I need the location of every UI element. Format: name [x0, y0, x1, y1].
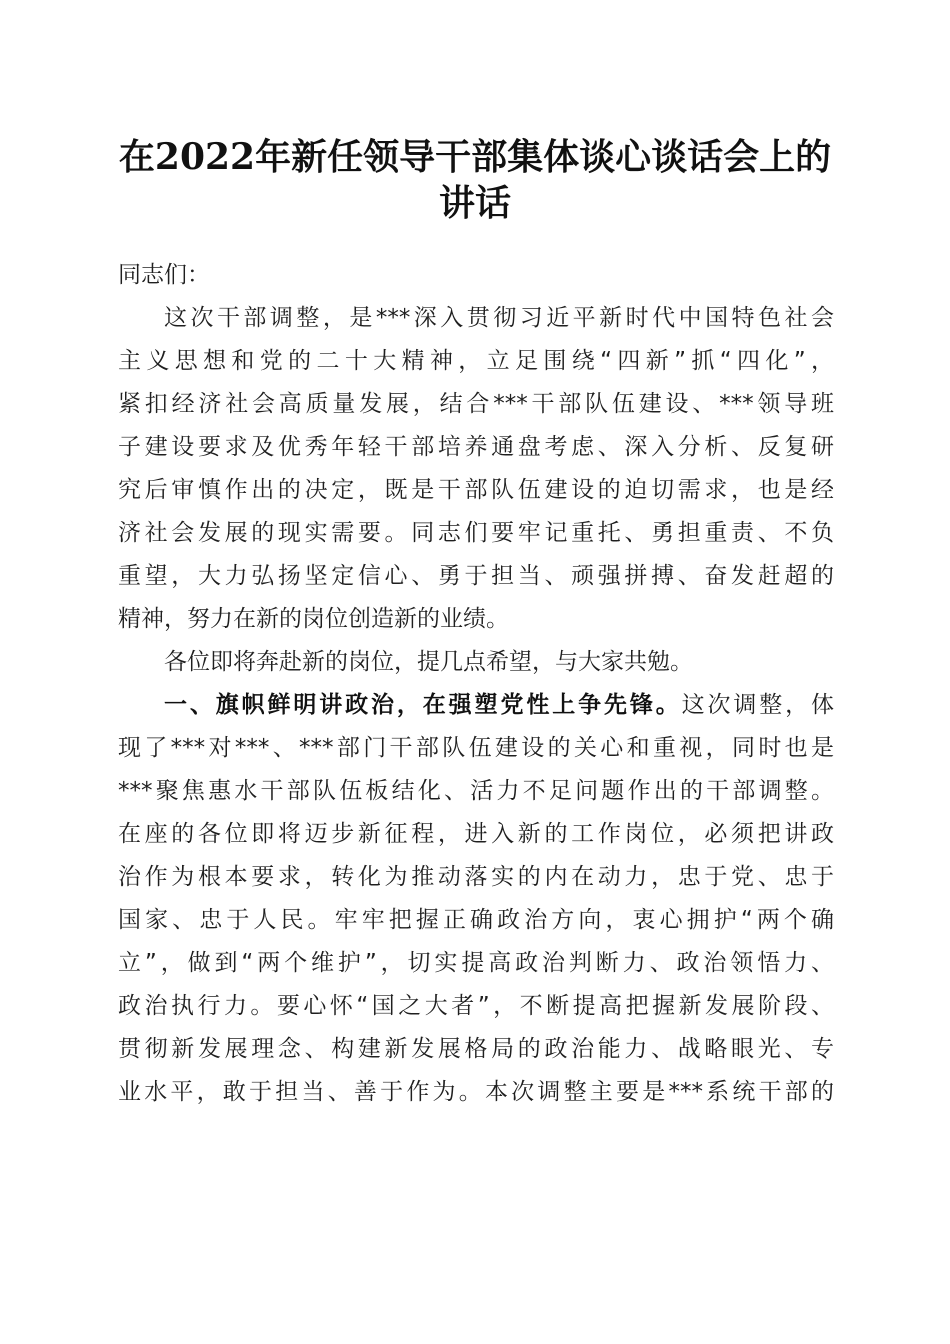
document-title — [100, 134, 850, 226]
section-1-first-line-rest: 这次调整，体 — [681, 692, 835, 718]
salutation: 同志们： — [118, 262, 210, 288]
title-line-1: 在2022年新任领导干部集体谈心谈话会上的 — [118, 136, 832, 178]
paragraph-1-line-8: 精神，努力在新的岗位创造新的业绩。 — [118, 606, 509, 632]
section-1-line-2: 现了***对***、***部门干部队伍建设的关心和重视，同时也是 — [118, 735, 834, 761]
paragraph-1-line-4: 子建设要求及优秀年轻干部培养通盘考虑、深入分析、反复研 — [118, 434, 834, 460]
title-line-2: 讲话 — [438, 182, 511, 224]
paragraph-1-line-1: 这次干部调整，是***深入贯彻习近平新时代中国特色社会 — [164, 305, 834, 331]
paragraph-1-line-3: 紧扣经济社会高质量发展，结合***干部队伍建设、***领导班 — [118, 391, 834, 417]
section-1-line-3: ***聚焦惠水干部队伍板结化、活力不足问题作出的干部调整。 — [118, 778, 834, 804]
section-1-line-7: 立”，做到“两个维护”，切实提高政治判断力、政治领悟力、 — [118, 950, 834, 976]
paragraph-1-line-6: 济社会发展的现实需要。同志们要牢记重托、勇担重责、不负 — [118, 520, 834, 546]
section-1-line-8: 政治执行力。要心怀“国之大者”，不断提高把握新发展阶段、 — [118, 993, 834, 1019]
paragraph-1-line-7: 重望，大力弘扬坚定信心、勇于担当、顽强拼搏、奋发赶超的 — [118, 563, 834, 589]
paragraph-1-line-2: 主义思想和党的二十大精神，立足围绕“四新”抓“四化”， — [118, 348, 834, 374]
section-1-line-4: 在座的各位即将迈步新征程，进入新的工作岗位，必须把讲政 — [118, 821, 834, 847]
section-1-line-6: 国家、忠于人民。牢牢把握正确政治方向，衷心拥护“两个确 — [118, 907, 834, 933]
paragraph-1-line-5: 究后审慎作出的决定，既是干部队伍建设的迫切需求，也是经 — [118, 477, 834, 503]
section-1-line-5: 治作为根本要求，转化为推动落实的内在动力，忠于党、忠于 — [118, 864, 834, 890]
section-1-heading: 一、旗帜鲜明讲政治，在强塑党性上争先锋。 — [164, 692, 682, 718]
paragraph-2: 各位即将奔赴新的岗位，提几点希望，与大家共勉。 — [164, 649, 693, 675]
section-1-line-10: 业水平，敢于担当、善于作为。本次调整主要是***系统干部的 — [118, 1079, 834, 1105]
section-1-first-line — [118, 684, 834, 727]
document-body — [118, 254, 834, 1114]
section-1-line-9: 贯彻新发展理念、构建新发展格局的政治能力、战略眼光、专 — [118, 1036, 834, 1062]
